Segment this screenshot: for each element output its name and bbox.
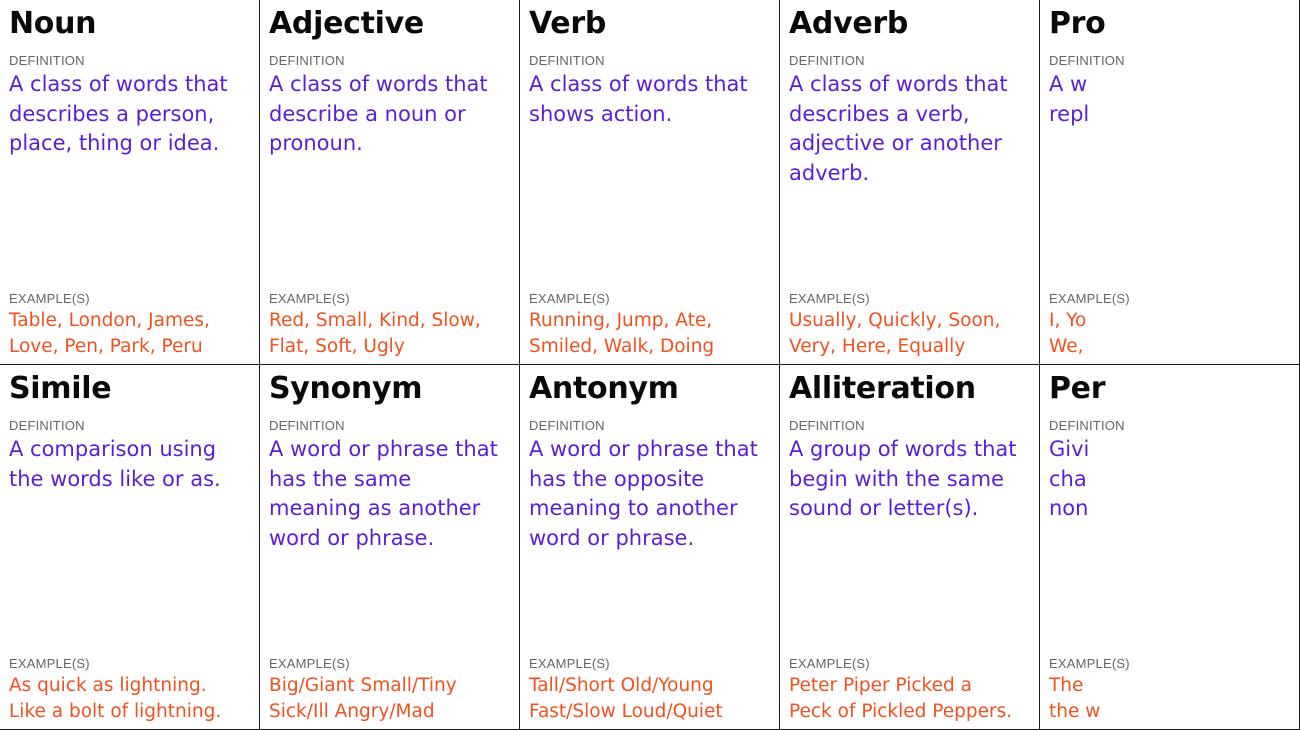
- definition-label: DEFINITION: [269, 418, 345, 433]
- card-adjective: [260, 0, 520, 365]
- examples-label: EXAMPLE(S): [9, 656, 90, 671]
- definition-text: Givi cha non: [1049, 437, 1090, 520]
- card-title: Alliteration: [789, 371, 976, 406]
- card-alliteration: [780, 365, 1040, 730]
- card-verb: [520, 0, 780, 365]
- definition-label: DEFINITION: [529, 53, 605, 68]
- definition-label: DEFINITION: [789, 53, 865, 68]
- card-title: Adverb: [789, 6, 909, 41]
- definition-text: A class of words that describes a person, place, thing or idea.: [9, 72, 228, 155]
- card-title: Noun: [9, 6, 97, 41]
- examples-text: Big/Giant Small/Tiny Sick/Ill Angry/Mad: [269, 675, 457, 722]
- examples-text: As quick as lightning. Like a bolt of lightning.: [9, 675, 222, 722]
- definition-label: DEFINITION: [9, 418, 85, 433]
- definition-label: DEFINITION: [269, 53, 345, 68]
- card-title: Antonym: [529, 371, 679, 406]
- card-personification-partial: [1040, 365, 1300, 730]
- examples-text: Tall/Short Old/Young Fast/Slow Loud/Quiet: [529, 675, 723, 722]
- card-simile: [0, 365, 260, 730]
- card-antonym: [520, 365, 780, 730]
- card-title: Simile: [9, 371, 112, 406]
- definition-label: DEFINITION: [529, 418, 605, 433]
- card-title: Adjective: [269, 6, 424, 41]
- card-title: Synonym: [269, 371, 423, 406]
- card-pronoun-partial: [1040, 0, 1300, 365]
- definition-text: A comparison using the words like or as.: [9, 437, 221, 491]
- examples-text: Peter Piper Picked a Peck of Pickled Peppers.: [789, 675, 1013, 722]
- examples-text: I, Yo We,: [1049, 310, 1087, 357]
- examples-text: Red, Small, Kind, Slow, Flat, Soft, Ugly: [269, 310, 481, 357]
- card-synonym: [260, 365, 520, 730]
- card-title: Verb: [529, 6, 606, 41]
- definition-label: DEFINITION: [1049, 53, 1125, 68]
- definition-text: A class of words that describe a noun or pronoun.: [269, 72, 488, 155]
- examples-label: EXAMPLE(S): [789, 291, 870, 306]
- examples-text: Usually, Quickly, Soon, Very, Here, Equally: [789, 310, 1001, 357]
- definition-label: DEFINITION: [9, 53, 85, 68]
- examples-label: EXAMPLE(S): [529, 291, 610, 306]
- definition-label: DEFINITION: [1049, 418, 1125, 433]
- card-adverb: [780, 0, 1040, 365]
- card-title: Per: [1049, 371, 1106, 406]
- examples-label: EXAMPLE(S): [9, 291, 90, 306]
- definition-text: A group of words that begin with the same sound or letter(s).: [789, 437, 1017, 520]
- examples-text: The the w: [1049, 675, 1101, 722]
- definition-text: A class of words that describes a verb, adjective or another adverb.: [789, 72, 1008, 185]
- definition-text: A w repl: [1049, 72, 1090, 126]
- examples-text: Table, London, James, Love, Pen, Park, Peru: [9, 310, 210, 357]
- examples-label: EXAMPLE(S): [529, 656, 610, 671]
- examples-label: EXAMPLE(S): [1049, 656, 1130, 671]
- examples-label: EXAMPLE(S): [1049, 291, 1130, 306]
- examples-label: EXAMPLE(S): [269, 656, 350, 671]
- card-title: Pro: [1049, 6, 1106, 41]
- definition-text: A word or phrase that has the same meaning as another word or phrase.: [269, 437, 498, 550]
- definition-text: A word or phrase that has the opposite meaning to another word or phrase.: [529, 437, 758, 550]
- examples-label: EXAMPLE(S): [269, 291, 350, 306]
- examples-label: EXAMPLE(S): [789, 656, 870, 671]
- definition-text: A class of words that shows action.: [529, 72, 748, 126]
- examples-text: Running, Jump, Ate, Smiled, Walk, Doing: [529, 310, 715, 357]
- definition-label: DEFINITION: [789, 418, 865, 433]
- card-noun: [0, 0, 260, 365]
